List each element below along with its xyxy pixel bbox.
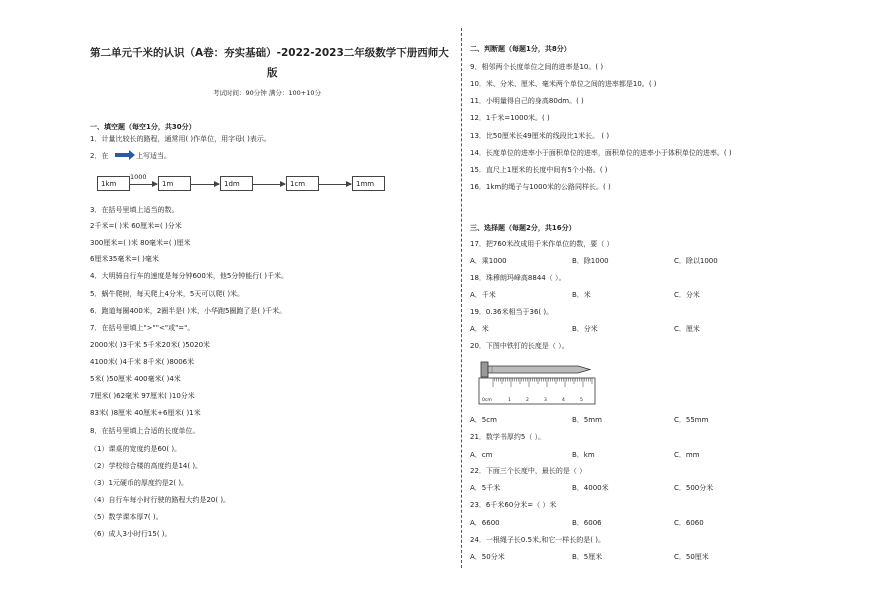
question-18-option-c: C．分米 xyxy=(674,291,700,299)
nail-ruler-figure xyxy=(478,361,596,405)
chain-ratio-label: 1000 xyxy=(130,173,147,181)
question-20-option-c: C．55mm xyxy=(674,416,709,424)
section-fill-in-title: 一、填空题（每空1分，共30分） xyxy=(90,123,196,131)
question-3-line-1: 2千米=( )米 60厘米=( )分米 xyxy=(90,222,182,230)
page-title-line2: 版 xyxy=(267,67,278,79)
question-20-option-a: A．5cm xyxy=(470,416,497,424)
question-7-line-5: 83米( )8厘米 40厘米+6厘米( )1米 xyxy=(90,409,201,417)
question-16: 16．1km的绳子与1000米的公路同样长。( ) xyxy=(470,183,611,191)
unit-box-km: 1km xyxy=(97,176,130,191)
question-21-option-c: C．mm xyxy=(674,451,700,459)
question-20-option-b: B．5mm xyxy=(572,416,602,424)
column-divider xyxy=(461,28,462,568)
question-10: 10．米、分米、厘米、毫米两个单位之间的进率都是10。( ) xyxy=(470,80,657,88)
ruler-label-3: 3 xyxy=(544,398,547,403)
question-14: 14．长度单位的进率小于面积单位的进率，面积单位的进率小于体积单位的进率。( ) xyxy=(470,149,732,157)
unit-box-cm: 1cm xyxy=(286,176,319,191)
chain-arrow-4 xyxy=(319,184,351,185)
ruler-label-0: 0cm xyxy=(482,398,492,403)
question-24: 24．一根绳子长0.5米,和它一样长的是( )。 xyxy=(470,536,605,544)
question-8: 8．在括号里填上合适的长度单位。 xyxy=(90,427,200,435)
question-8-line-6: （6）成人3小时行15( )。 xyxy=(90,530,172,538)
section-choice-title: 三、选择题（每题2分，共16分） xyxy=(470,224,576,232)
question-19: 19．0.36米相当于36( )。 xyxy=(470,308,554,316)
ruler-body xyxy=(479,378,595,404)
page-title-line1: 第二单元千米的认识（A卷：夯实基础）-2022-2023二年级数学下册西师大 xyxy=(90,47,449,59)
question-18-option-b: B．米 xyxy=(572,291,591,299)
question-7-line-4: 7厘米( )62毫米 97厘米( )10分米 xyxy=(90,392,195,400)
question-23: 23．6千米60分米=（ ）米 xyxy=(470,501,557,509)
question-21-option-b: B．km xyxy=(572,451,595,459)
question-5: 5．蜗牛爬树，每天爬上4分米，5天可以爬( )米。 xyxy=(90,290,245,298)
question-1: 1．计量比较长的路程，通常用( )作单位，用字母( )表示。 xyxy=(90,135,271,143)
question-7-line-1: 2000米( )3千米 5千米20米( )5020米 xyxy=(90,341,211,349)
question-15: 15．直尺上1厘米的长度中间有5个小格。( ) xyxy=(470,166,608,174)
unit-box-mm: 1mm xyxy=(352,176,385,191)
question-19-option-c: C．厘米 xyxy=(674,325,700,333)
question-13: 13．比50厘米长49厘米的线段比1米长。 ( ) xyxy=(470,132,610,140)
question-23-option-b: B．6006 xyxy=(572,519,602,527)
question-12: 12．1千米=1000米。( ) xyxy=(470,114,550,122)
question-21-option-a: A．cm xyxy=(470,451,493,459)
question-24-option-b: B．5厘米 xyxy=(572,553,603,561)
question-8-line-1: （1）课桌的宽度约是60( )。 xyxy=(90,445,182,453)
question-22-option-a: A．5千米 xyxy=(470,484,501,492)
question-19-option-a: A．米 xyxy=(470,325,489,333)
ruler-label-4: 4 xyxy=(562,398,565,403)
section-true-false-title: 二、判断题（每题1分，共8分） xyxy=(470,45,571,53)
question-24-option-a: A．50分米 xyxy=(470,553,505,561)
question-8-line-4: （4）自行车每小时行驶的路程大约是20( )。 xyxy=(90,496,231,504)
question-8-line-3: （3）1元硬币的厚度约是2( )。 xyxy=(90,479,189,487)
nail-icon xyxy=(481,362,590,377)
question-3-line-2: 300厘米=( )米 80毫米=( )厘米 xyxy=(90,239,191,247)
question-23-option-c: C．6060 xyxy=(674,519,704,527)
question-19-option-b: B．分米 xyxy=(572,325,598,333)
question-7-line-3: 5米( )50厘米 400毫米( )4米 xyxy=(90,375,181,383)
question-7: 7．在括号里填上">""<"或"="。 xyxy=(90,324,195,332)
question-6: 6．跑道每圈400米，2圈半是( )米，小华跑5圈跑了是( )千米。 xyxy=(90,307,287,315)
question-21: 21．数学书厚约5（ ）。 xyxy=(470,433,546,441)
question-11: 11．小明量得自己的身高80dm。( ) xyxy=(470,97,584,105)
question-20: 20．下图中铁钉的长度是（ ）。 xyxy=(470,342,569,350)
question-23-option-a: A．6600 xyxy=(470,519,500,527)
question-3-line-3: 6厘米35毫米=( )毫米 xyxy=(90,255,159,263)
question-22: 22．下面三个长度中，最长的是（ ） xyxy=(470,467,587,475)
unit-box-dm: 1dm xyxy=(220,176,253,191)
chain-arrow-1 xyxy=(130,184,157,185)
ruler-label-2: 2 xyxy=(526,398,529,403)
question-17-option-a: A．乘1000 xyxy=(470,257,507,265)
question-4: 4．大明骑自行车的速度是每分钟600米，他5分钟能行( )千米。 xyxy=(90,272,288,280)
question-2-tail: 上写适当。 xyxy=(136,152,171,160)
question-8-line-2: （2）学校综合楼的高度约是14( )。 xyxy=(90,462,203,470)
ruler-label-5: 5 xyxy=(580,398,583,403)
chain-arrow-3 xyxy=(253,184,285,185)
question-7-line-2: 4100米( )4千米 8千米( )8006米 xyxy=(90,358,195,366)
question-17-option-c: C．除以1000 xyxy=(674,257,718,265)
question-18-option-a: A．千米 xyxy=(470,291,496,299)
exam-info: 考试时间：90分钟 满分：100+10分 xyxy=(213,89,321,97)
question-24-option-c: C．50厘米 xyxy=(674,553,709,561)
question-8-line-5: （5）数学课本厚7( )。 xyxy=(90,513,163,521)
question-18: 18．珠穆朗玛峰高8844（ ）。 xyxy=(470,274,566,282)
chain-arrow-2 xyxy=(191,184,219,185)
question-22-option-c: C．500分米 xyxy=(674,484,714,492)
ruler-label-1: 1 xyxy=(508,398,511,403)
question-22-option-b: B．4000米 xyxy=(572,484,609,492)
blue-arrow-icon xyxy=(115,153,131,157)
question-9: 9．相邻两个长度单位之间的进率是10。( ) xyxy=(470,63,604,71)
question-17: 17．把760米改成用千米作单位的数，要（ ） xyxy=(470,240,614,248)
question-3: 3．在括号里填上适当的数。 xyxy=(90,206,179,214)
unit-box-m: 1m xyxy=(158,176,191,191)
question-2: 2．在 xyxy=(90,152,109,160)
question-17-option-b: B．除1000 xyxy=(572,257,609,265)
